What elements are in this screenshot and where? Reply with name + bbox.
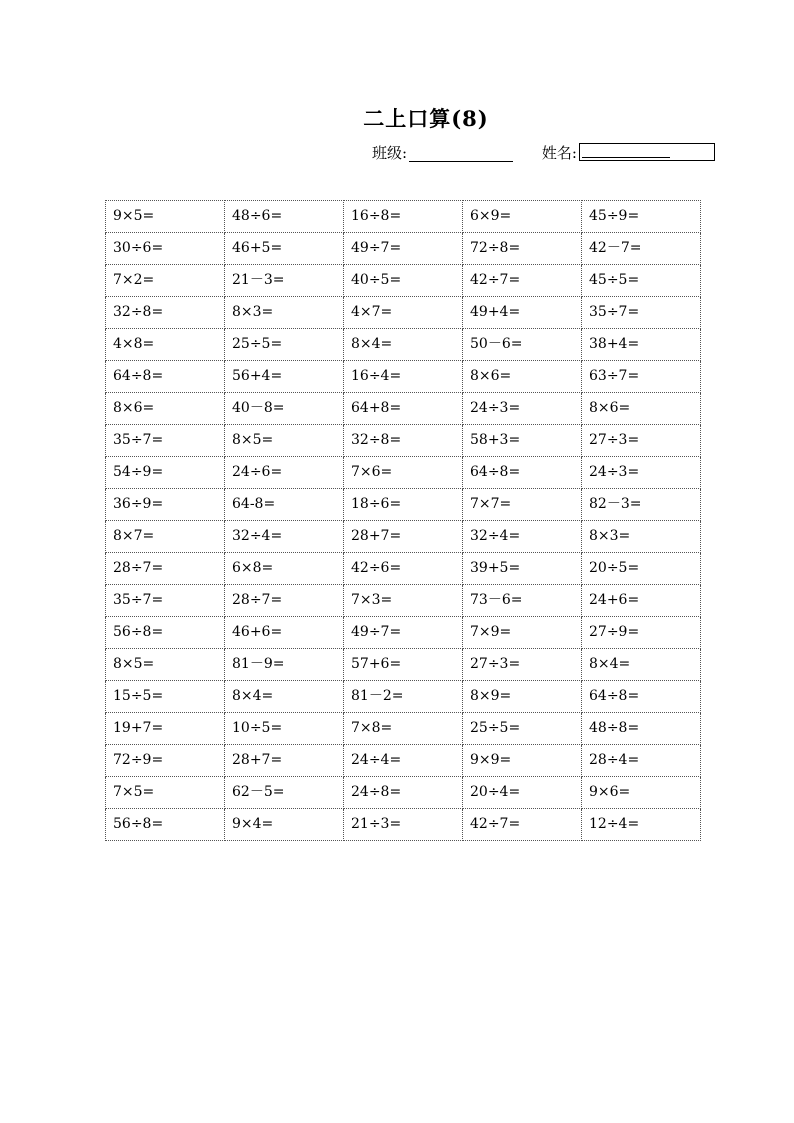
problem-cell[interactable]: 28÷7= (225, 585, 344, 617)
problem-cell[interactable]: 28+7= (344, 521, 463, 553)
page-title: 二上口算(8) (363, 106, 489, 131)
problem-cell[interactable]: 8×5= (225, 425, 344, 457)
problem-cell[interactable]: 35÷7= (106, 425, 225, 457)
problem-cell[interactable]: 73－6= (463, 585, 582, 617)
problem-cell[interactable]: 46+5= (225, 233, 344, 265)
problem-cell[interactable]: 64+8= (344, 393, 463, 425)
problem-cell[interactable]: 9×9= (463, 745, 582, 777)
problem-cell[interactable]: 15÷5= (106, 681, 225, 713)
table-row (106, 681, 701, 713)
problem-cell[interactable]: 56÷8= (106, 617, 225, 649)
problem-cell[interactable]: 30÷6= (106, 233, 225, 265)
table-row (106, 457, 701, 489)
problem-cell[interactable]: 8×6= (463, 361, 582, 393)
problem-cell[interactable]: 10÷5= (225, 713, 344, 745)
problem-cell[interactable]: 28÷7= (106, 553, 225, 585)
problem-cell[interactable]: 7×5= (106, 777, 225, 809)
problem-cell[interactable]: 32÷8= (106, 297, 225, 329)
problem-cell[interactable]: 7×2= (106, 265, 225, 297)
table-row (106, 233, 701, 265)
table-row (106, 649, 701, 681)
table-row (106, 361, 701, 393)
problem-cell[interactable]: 6×8= (225, 553, 344, 585)
problem-cell[interactable]: 6×9= (463, 201, 582, 233)
problem-cell[interactable]: 8×4= (344, 329, 463, 361)
problem-cell[interactable]: 20÷5= (582, 553, 701, 585)
name-field[interactable] (579, 143, 715, 161)
problem-cell[interactable]: 32÷4= (463, 521, 582, 553)
table-row (106, 585, 701, 617)
table-row (106, 297, 701, 329)
table-row (106, 745, 701, 777)
problem-cell[interactable]: 82－3= (582, 489, 701, 521)
problem-cell[interactable]: 62－5= (225, 777, 344, 809)
problem-cell[interactable]: 72÷9= (106, 745, 225, 777)
problem-cell[interactable]: 38+4= (582, 329, 701, 361)
class-field[interactable] (409, 142, 513, 162)
table-row (106, 265, 701, 297)
problem-cell[interactable]: 24÷3= (463, 393, 582, 425)
problem-cell[interactable]: 57+6= (344, 649, 463, 681)
name-label: 姓名: (541, 144, 577, 162)
problem-cell[interactable]: 45÷9= (582, 201, 701, 233)
table-row (106, 201, 701, 233)
arithmetic-problem-table (105, 200, 701, 841)
table-row (106, 329, 701, 361)
problem-cell[interactable]: 25÷5= (463, 713, 582, 745)
table-row (106, 393, 701, 425)
table-row (106, 489, 701, 521)
problem-cell[interactable]: 21－3= (225, 265, 344, 297)
problem-cell[interactable]: 27÷3= (582, 425, 701, 457)
problem-cell[interactable]: 24÷3= (582, 457, 701, 489)
problem-cell[interactable]: 35÷7= (582, 297, 701, 329)
problem-cell[interactable]: 54÷9= (106, 457, 225, 489)
problem-cell[interactable]: 45÷5= (582, 265, 701, 297)
problem-cell[interactable]: 21÷3= (344, 809, 463, 841)
problem-cell[interactable]: 7×6= (344, 457, 463, 489)
problem-cell[interactable]: 7×9= (463, 617, 582, 649)
problem-cell[interactable]: 32÷8= (344, 425, 463, 457)
problem-cell[interactable]: 8×5= (106, 649, 225, 681)
problem-cell[interactable]: 7×8= (344, 713, 463, 745)
problem-cell[interactable]: 24÷8= (344, 777, 463, 809)
problem-cell[interactable]: 39+5= (463, 553, 582, 585)
problem-cell[interactable]: 56+4= (225, 361, 344, 393)
problem-cell[interactable]: 42÷7= (463, 265, 582, 297)
problem-cell[interactable]: 81－9= (225, 649, 344, 681)
problem-cell[interactable]: 49+4= (463, 297, 582, 329)
problem-cell[interactable]: 64-8= (225, 489, 344, 521)
problem-cell[interactable]: 64÷8= (106, 361, 225, 393)
problem-cell[interactable]: 24÷4= (344, 745, 463, 777)
problem-cell[interactable]: 24÷6= (225, 457, 344, 489)
problem-cell[interactable]: 46+6= (225, 617, 344, 649)
table-row (106, 713, 701, 745)
problem-cell[interactable]: 19+7= (106, 713, 225, 745)
table-row (106, 777, 701, 809)
problem-cell[interactable]: 9×4= (225, 809, 344, 841)
problem-cell[interactable]: 16÷4= (344, 361, 463, 393)
problem-cell[interactable]: 28÷4= (582, 745, 701, 777)
problem-cell[interactable]: 8×6= (106, 393, 225, 425)
problem-cell[interactable]: 72÷8= (463, 233, 582, 265)
problem-cell[interactable]: 81－2= (344, 681, 463, 713)
problem-cell[interactable]: 63÷7= (582, 361, 701, 393)
problem-cell[interactable]: 9×5= (106, 201, 225, 233)
problem-cell[interactable]: 8×3= (225, 297, 344, 329)
problem-cell[interactable]: 16÷8= (344, 201, 463, 233)
problem-cell[interactable]: 36÷9= (106, 489, 225, 521)
problem-cell[interactable]: 8×4= (582, 649, 701, 681)
problem-cell[interactable]: 8×9= (463, 681, 582, 713)
problem-cell[interactable]: 24+6= (582, 585, 701, 617)
problem-cell[interactable]: 4×7= (344, 297, 463, 329)
problem-cell[interactable]: 12÷4= (582, 809, 701, 841)
problem-cell[interactable]: 35÷7= (106, 585, 225, 617)
problem-cell[interactable]: 64÷8= (582, 681, 701, 713)
table-row (106, 425, 701, 457)
problem-cell[interactable]: 58+3= (463, 425, 582, 457)
table-row (106, 809, 701, 841)
problem-cell[interactable]: 27÷3= (463, 649, 582, 681)
problem-cell[interactable]: 48÷6= (225, 201, 344, 233)
problem-cell[interactable]: 50－6= (463, 329, 582, 361)
problem-cell[interactable]: 42÷6= (344, 553, 463, 585)
class-label: 班级: (372, 144, 408, 162)
problem-cell[interactable]: 42－7= (582, 233, 701, 265)
problem-cell[interactable]: 48÷8= (582, 713, 701, 745)
problem-cell[interactable]: 32÷4= (225, 521, 344, 553)
problem-cell[interactable]: 20÷4= (463, 777, 582, 809)
problem-cell[interactable]: 7×3= (344, 585, 463, 617)
problem-cell[interactable]: 40÷5= (344, 265, 463, 297)
problem-cell[interactable]: 49÷7= (344, 233, 463, 265)
table-row (106, 617, 701, 649)
problem-cell[interactable]: 49÷7= (344, 617, 463, 649)
problem-cell[interactable]: 18÷6= (344, 489, 463, 521)
student-info-row (372, 142, 715, 164)
problem-cell[interactable]: 7×7= (463, 489, 582, 521)
problem-cell[interactable]: 4×8= (106, 329, 225, 361)
problem-cell[interactable]: 8×6= (582, 393, 701, 425)
problem-cell[interactable]: 64÷8= (463, 457, 582, 489)
problem-cell[interactable]: 8×4= (225, 681, 344, 713)
problem-cell[interactable]: 27÷9= (582, 617, 701, 649)
table-row (106, 553, 701, 585)
problem-cell[interactable]: 9×6= (582, 777, 701, 809)
problem-cell[interactable]: 8×7= (106, 521, 225, 553)
problem-cell[interactable]: 42÷7= (463, 809, 582, 841)
problem-cell[interactable]: 25÷5= (225, 329, 344, 361)
problem-cell[interactable]: 28+7= (225, 745, 344, 777)
table-row (106, 521, 701, 553)
problem-cell[interactable]: 40－8= (225, 393, 344, 425)
problem-cell[interactable]: 8×3= (582, 521, 701, 553)
problem-cell[interactable]: 56÷8= (106, 809, 225, 841)
